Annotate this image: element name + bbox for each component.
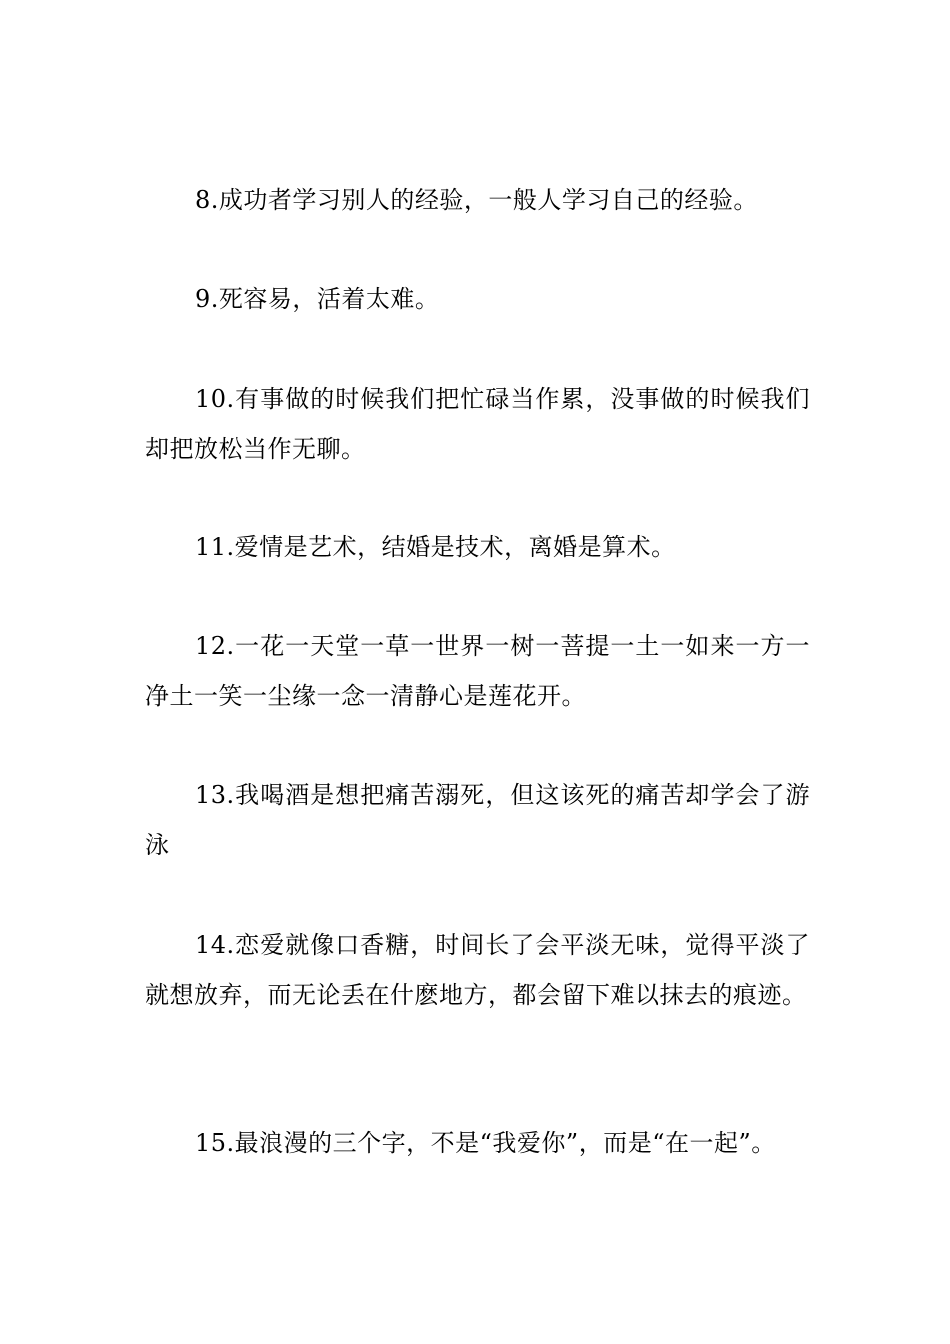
quote-paragraph-14: 14.恋爱就像口香糖，时间长了会平淡无味，觉得平淡了就想放弃，而无论丢在什麽地方，都会留下难以抹去的痕迹。 [145,931,810,1009]
quote-paragraph-9: 9.死容易，活着太难。 [195,285,440,313]
quote-paragraph-12: 12.一花一天堂一草一世界一树一菩提一土一如来一方一净土一笑一尘缘一念一清静心是莲花开。 [145,632,810,710]
quote-paragraph-8: 8.成功者学习别人的经验，一般人学习自己的经验。 [195,186,758,214]
quote-paragraph-13: 13.我喝酒是想把痛苦溺死，但这该死的痛苦却学会了游泳 [145,781,810,859]
quote-paragraph-11: 11.爱情是艺术，结婚是技术，离婚是算术。 [195,533,676,561]
quote-paragraph-10: 10.有事做的时候我们把忙碌当作累，没事做的时候我们却把放松当作无聊。 [145,385,810,463]
quote-paragraph-15: 15.最浪漫的三个字，不是“我爱你”，而是“在一起”。 [195,1129,776,1157]
